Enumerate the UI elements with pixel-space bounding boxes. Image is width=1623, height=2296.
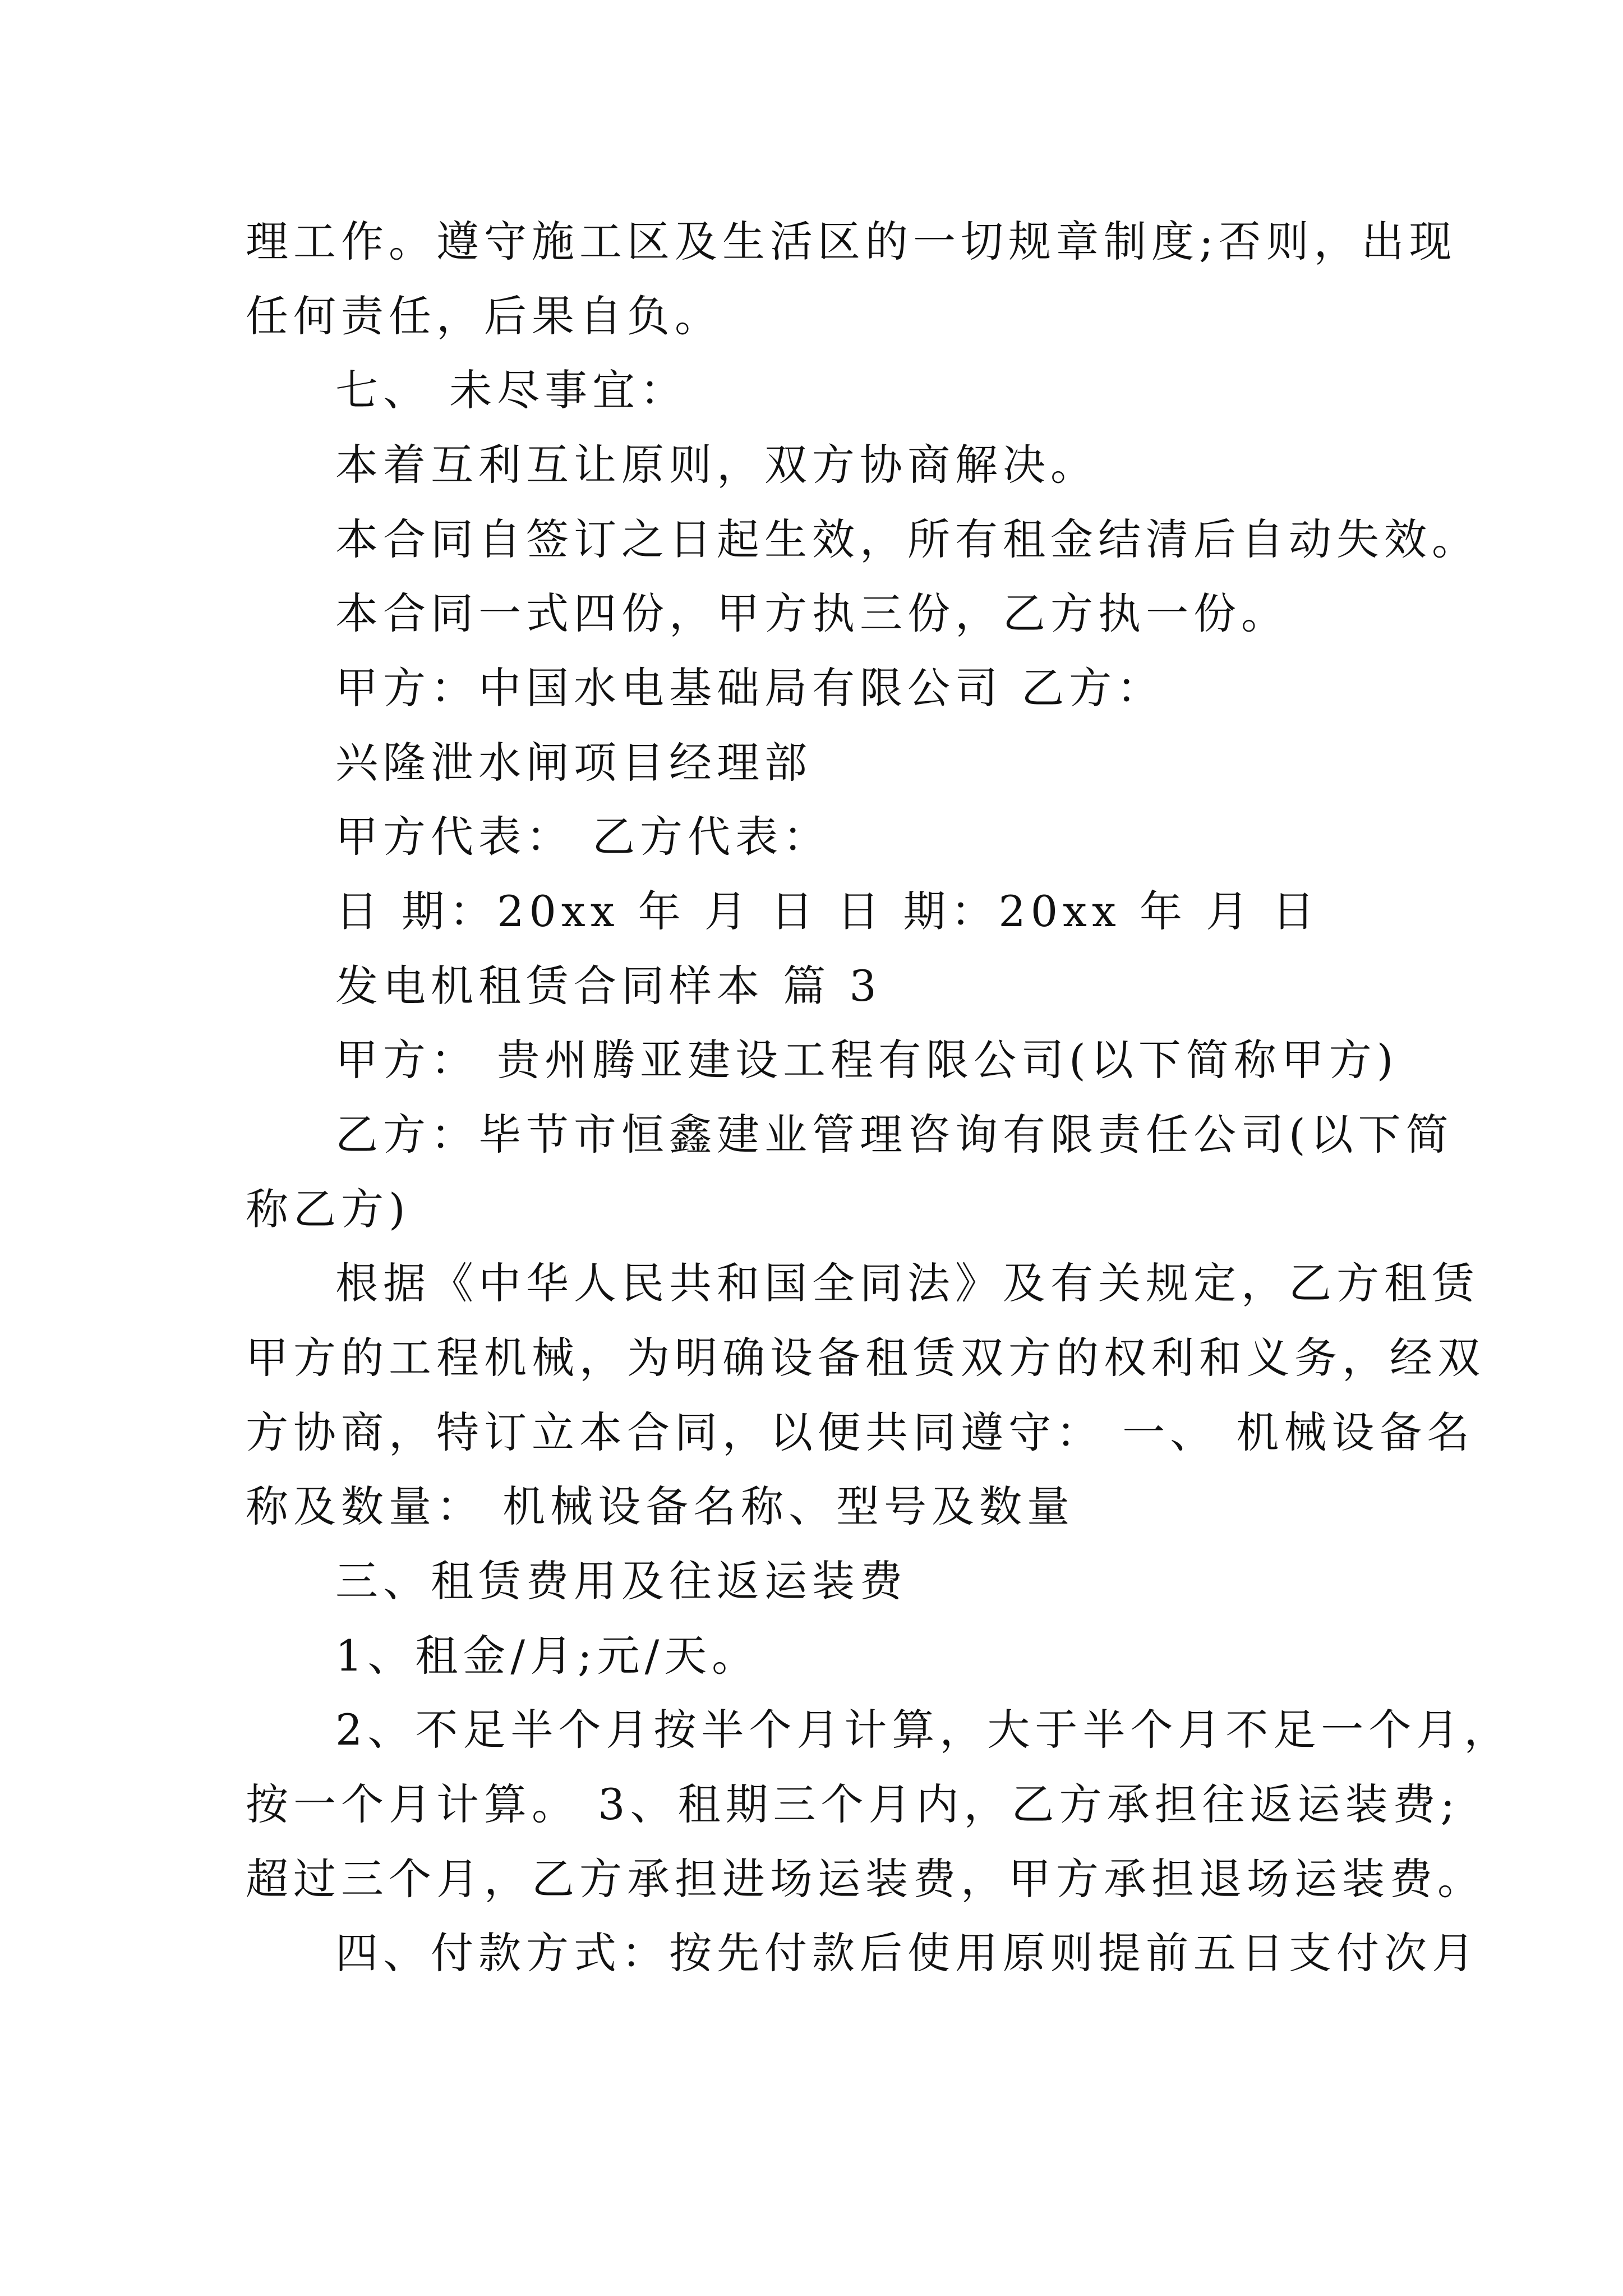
text-line: 方协商，特订立本合同，以便共同遵守： 一、 机械设备名 — [246, 1407, 1475, 1457]
text-line: 理工作。遵守施工区及生活区的一切规章制度;否则，出现 — [246, 217, 1457, 266]
signature-representative-line: 甲方代表： 乙方代表： — [335, 812, 831, 862]
text-line: 按一个月计算。 3、租期三个月内，乙方承担往返运装费; — [246, 1779, 1460, 1829]
section-heading: 四、付款方式：按先付款后使用原则提前五日支付次月 — [335, 1928, 1479, 1978]
party-b-line: 乙方：毕节市恒鑫建业管理咨询有限责任公司(以下简 — [335, 1110, 1454, 1159]
text-line: 2、不足半个月按半个月计算，大于半个月不足一个月， — [335, 1705, 1512, 1755]
signature-party-line: 兴隆泄水闸项目经理部 — [335, 738, 812, 788]
section-heading: 七、 未尽事宜： — [335, 365, 688, 415]
text-line: 根据《中华人民共和国全同法》及有关规定，乙方租赁 — [335, 1258, 1479, 1308]
signature-party-line: 甲方：中国水电基础局有限公司 乙方： — [335, 663, 1165, 713]
text-line: 超过三个月，乙方承担进场运装费，甲方承担退场运装费。 — [246, 1854, 1485, 1904]
text-line: 甲方的工程机械，为明确设备租赁双方的权利和义务，经双 — [246, 1333, 1485, 1383]
party-b-line: 称乙方) — [246, 1184, 411, 1234]
text-line: 本着互利互让原则，双方协商解决。 — [335, 440, 1098, 490]
text-line: 称及数量： 机械设备名称、型号及数量 — [246, 1481, 1075, 1531]
article-title: 发电机租赁合同样本 篇 3 — [335, 961, 882, 1011]
signature-date-line: 日 期：20xx 年 月 日 日 期：20xx 年 月 日 — [335, 886, 1320, 936]
text-line: 任何责任，后果自负。 — [246, 291, 722, 341]
text-line: 本合同自签订之日起生效，所有租金结清后自动失效。 — [335, 514, 1479, 564]
text-line: 本合同一式四份，甲方执三份，乙方执一份。 — [335, 588, 1289, 638]
text-line: 1、租金/月;元/天。 — [335, 1631, 760, 1681]
party-a-line: 甲方： 贵州腾亚建设工程有限公司(以下简称甲方) — [335, 1035, 1399, 1085]
section-heading: 三、租赁费用及往返运装费 — [335, 1556, 907, 1606]
